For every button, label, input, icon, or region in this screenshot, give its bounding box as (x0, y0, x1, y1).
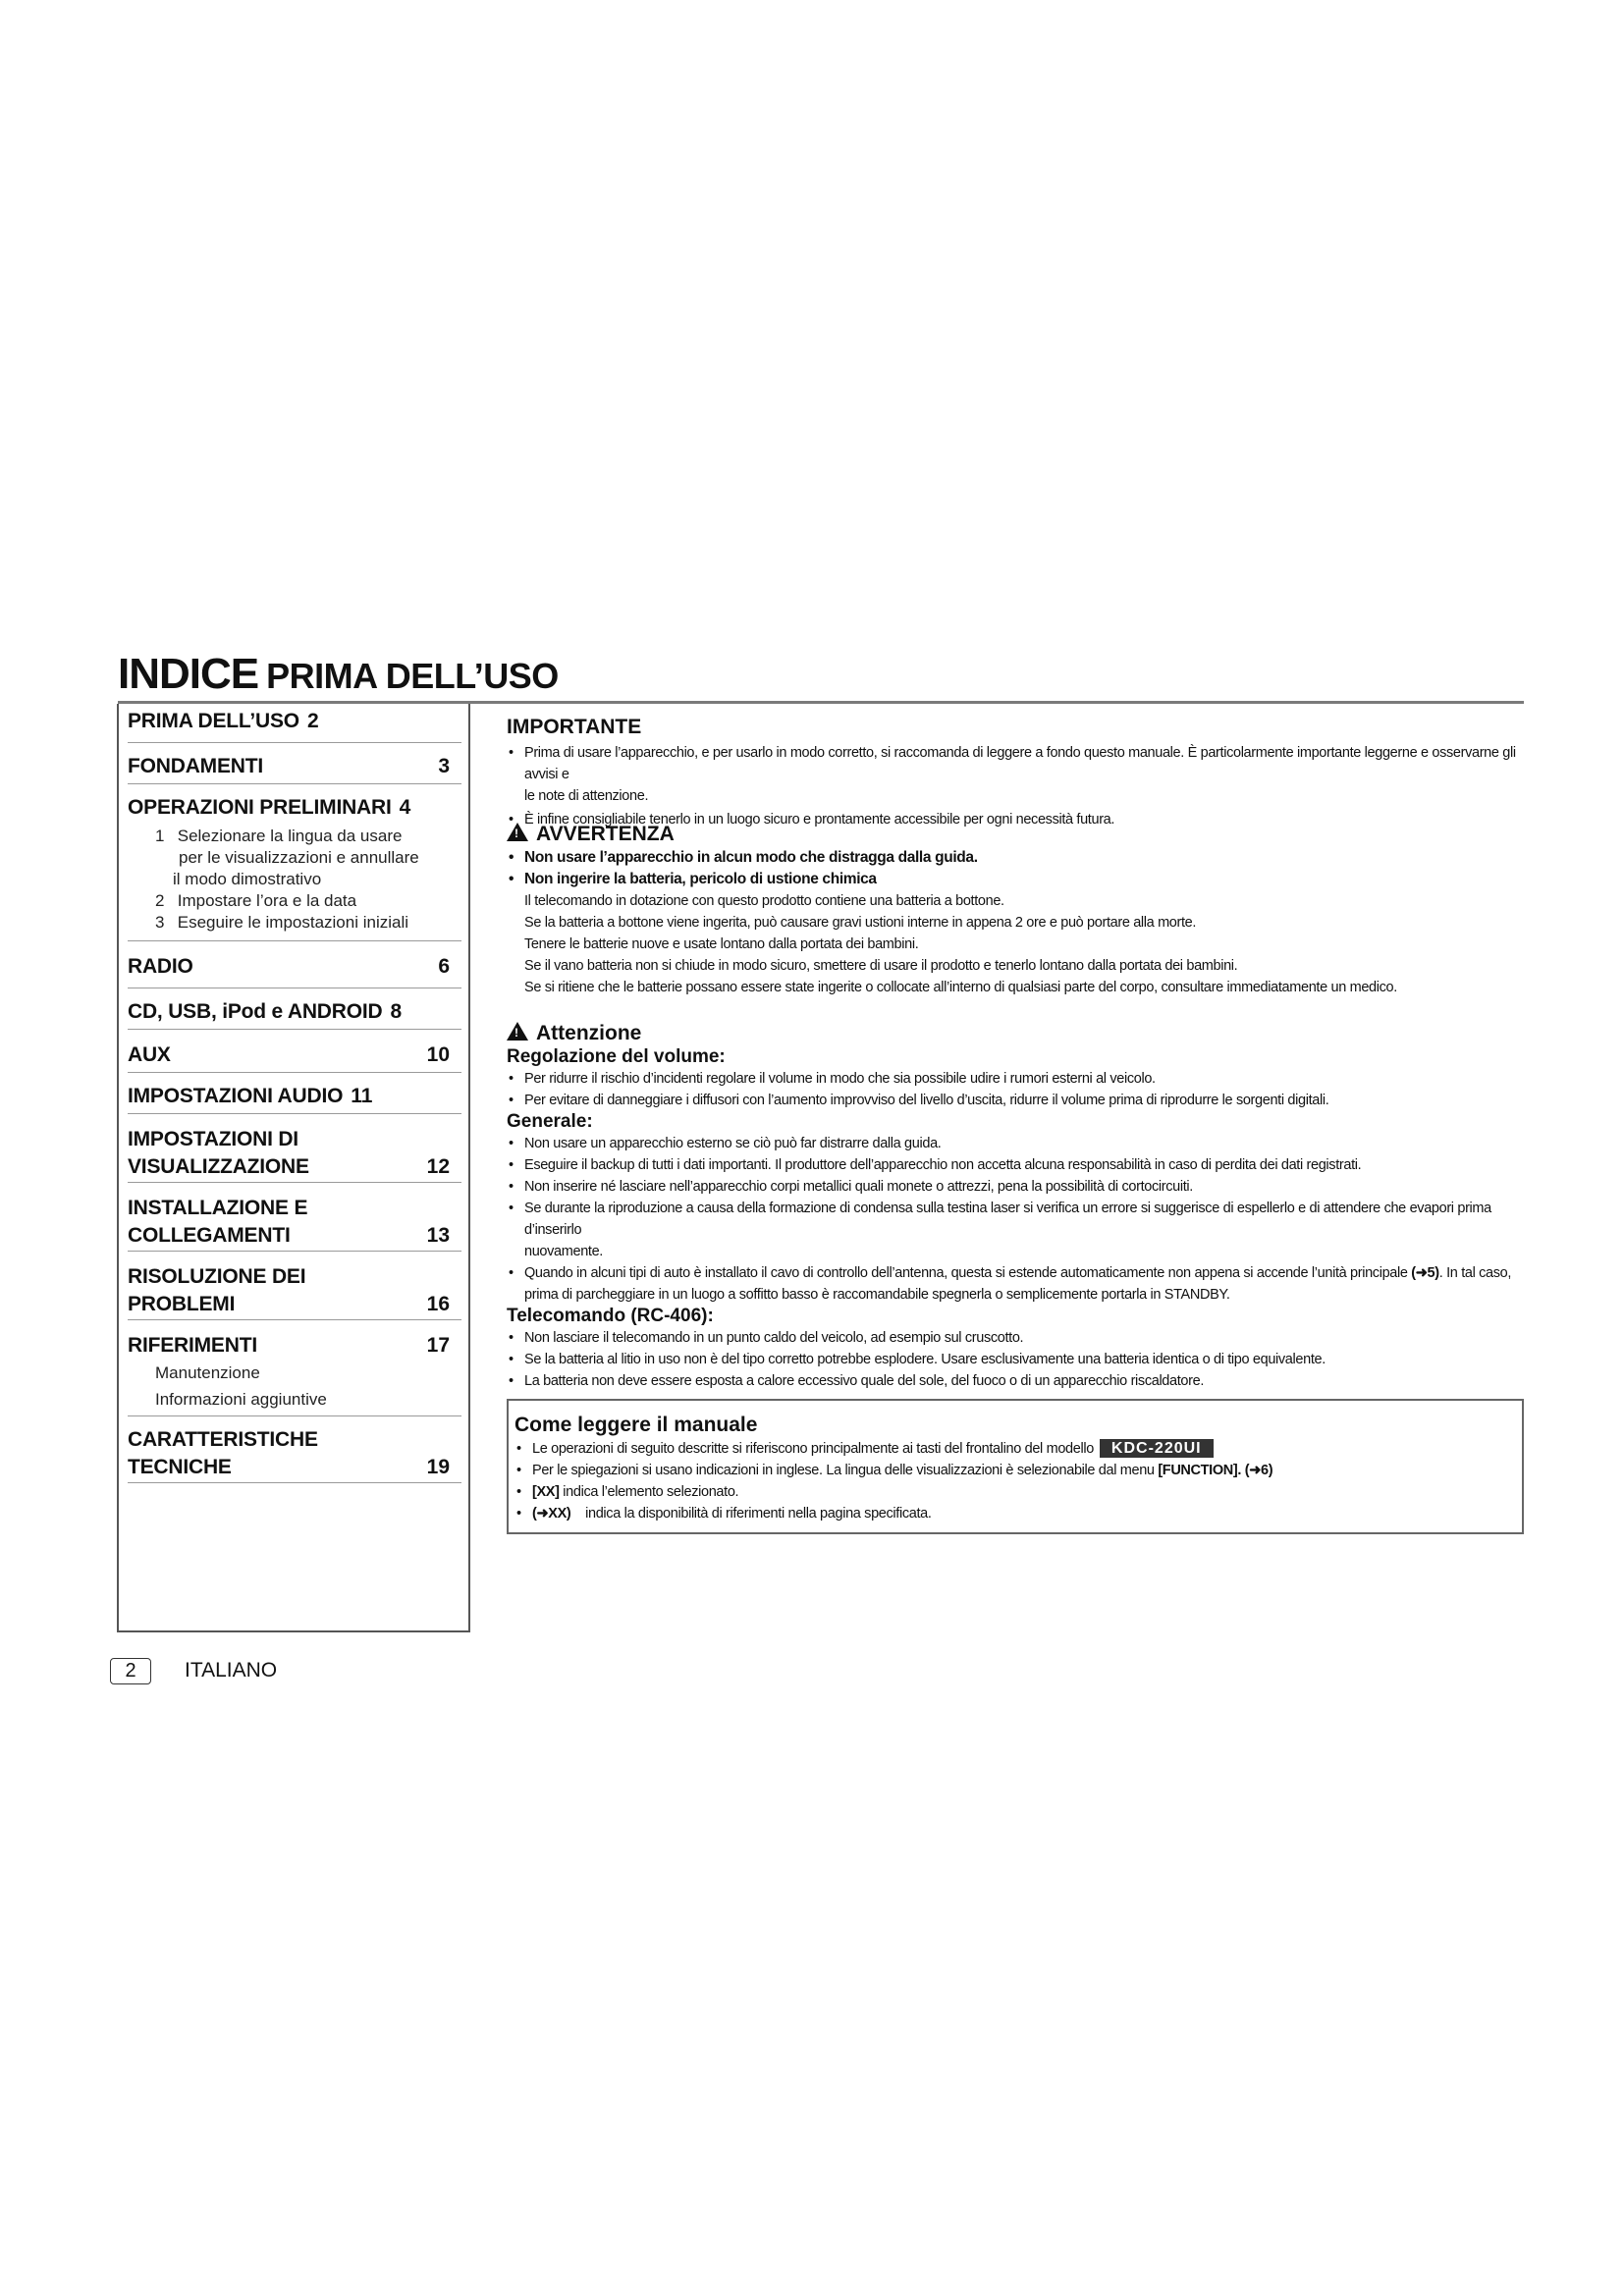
toc-item-fondamenti[interactable] (128, 743, 461, 784)
toc-panel (117, 704, 470, 1632)
section-title: !AVVERTENZA (507, 822, 1524, 847)
bullet-item: • Per ridurre il rischio d’incidenti regolare il volume in modo che sia possibile udire i rumori esterni al veicolo. (507, 1068, 1524, 1090)
text-line: Se si ritiene che le batterie possano essere state ingerite o collocate all’interno di qualsiasi parte del corpo, consultare immediatamente un medico. (524, 980, 1397, 995)
bullet-item: • Non ingerire la batteria, pericolo di ustione chimica (507, 869, 1524, 890)
toc-title: COLLEGAMENTI (128, 1224, 291, 1247)
bullet-item: • Non inserire né lasciare nell’apparecchio corpi metallici quali monete o attrezzi, pena la possibilità di cortocircuiti. (507, 1176, 1524, 1198)
toc-item-caratteristiche[interactable] (128, 1416, 461, 1483)
toc-title: IMPOSTAZIONI AUDIO (128, 1085, 344, 1107)
section-title: Come leggere il manuale (514, 1414, 758, 1436)
menu-key: [FUNCTION] (1158, 1463, 1238, 1478)
bullet-item: • Per le spiegazioni si usano indicazioni in inglese. La lingua delle visualizzazioni è selezionabile dal menu [FUNCTION]. (➜6) (514, 1460, 1522, 1481)
toc-list (128, 704, 461, 1483)
text-line: Se la batteria a bottone viene ingerita, può causare gravi ustioni interne in appena 2 ore e può portare alla morte. (524, 915, 1197, 931)
toc-title: TECNICHE (128, 1456, 232, 1478)
toc-title: RISOLUZIONE DEI (128, 1265, 306, 1288)
toc-item-visualizzazione[interactable] (128, 1114, 461, 1183)
section-importante (507, 715, 1524, 830)
toc-title: PRIMA DELL’USO (128, 710, 299, 732)
bullet-item: • Eseguire il backup di tutti i dati importanti. Il produttore dell’apparecchio non accetta alcuna responsabilità in caso di perdita dei dati registrati. (507, 1154, 1524, 1176)
toc-title: CD, USB, iPod e ANDROID (128, 1000, 383, 1023)
bullet-item: • Se durante la riproduzione a causa della formazione di condensa sulla testina laser si verifica un errore si suggerisce di espellerlo e di attendere che evapori prima d’inserirlo nuovamente. (507, 1198, 1524, 1262)
page-number: 2 (110, 1658, 151, 1684)
key-notation: [XX] (532, 1484, 560, 1500)
bullet-item: • Non usare l’apparecchio in alcun modo che distragga dalla guida. (507, 847, 1524, 869)
bullet-item: • Non lasciare il telecomando in un punto caldo del veicolo, ad esempio sul cruscotto. (507, 1327, 1524, 1349)
warning-icon (507, 1022, 528, 1041)
toc-page: 3 (438, 755, 450, 777)
toc-page: 10 (426, 1043, 450, 1066)
toc-title: CARATTERISTICHE (128, 1428, 318, 1451)
toc-item-cd-usb[interactable] (128, 988, 461, 1030)
toc-item-radio[interactable] (128, 941, 461, 988)
toc-page: 13 (426, 1224, 450, 1247)
toc-item-operazioni[interactable] (128, 784, 461, 941)
bullet-item: • Prima di usare l’apparecchio, e per usarlo in modo corretto, si raccomanda di leggere a fondo questo manuale. È particolarmente importante leggerne e osservarne gli avvisi e le note di attenzione. (507, 742, 1524, 807)
bullet-item: • La batteria non deve essere esposta a calore eccessivo quale del sole, del fuoco o di un apparecchio riscaldatore. (507, 1370, 1524, 1392)
toc-title: INSTALLAZIONE E (128, 1197, 308, 1219)
bullet-item: • Per evitare di danneggiare i diffusori con l’aumento improvviso del livello d’uscita, ridurre il volume prima di riprodurre le sorgenti digitali. (507, 1090, 1524, 1111)
toc-page: 2 (306, 710, 319, 732)
bullet-item: • È infine consigliabile tenerlo in un luogo sicuro e prontamente accessibile per ogni necessità futura. (507, 809, 1524, 830)
bullet-item: • (➜XX) indica la disponibilità di riferimenti nella pagina specificata. (514, 1503, 1522, 1524)
toc-title: RIFERIMENTI (128, 1334, 257, 1357)
toc-item-audio[interactable] (128, 1073, 461, 1114)
ref-notation: (➜XX) (532, 1506, 571, 1522)
toc-item-risoluzione[interactable] (128, 1252, 461, 1320)
text-line: Se il vano batteria non si chiude in modo sicuro, smettere di usare il prodotto e tenerlo lontano dalla portata dei bambini. (524, 958, 1238, 974)
page-reference[interactable]: . (➜6) (1237, 1463, 1273, 1478)
footer-language: ITALIANO (185, 1659, 278, 1682)
page-footer (110, 1658, 277, 1684)
toc-title: OPERAZIONI PRELIMINARI (128, 796, 392, 819)
toc-item-installazione[interactable] (128, 1183, 461, 1252)
bullet-item: • Se la batteria al litio in uso non è del tipo corretto potrebbe esplodere. Usare esclusivamente una batteria identica o di tipo equivalente. (507, 1349, 1524, 1370)
toc-page: 12 (426, 1155, 450, 1178)
text-line: Il telecomando in dotazione con questo prodotto contiene una batteria a bottone. (524, 893, 1004, 909)
toc-title: FONDAMENTI (128, 755, 263, 777)
heading-indice: INDICE (118, 650, 259, 698)
section-avvertenza (507, 822, 1524, 998)
toc-page: 4 (399, 796, 411, 819)
toc-title: PROBLEMI (128, 1293, 236, 1315)
text-line: Tenere le batterie nuove e usate lontano dalla portata dei bambini. (524, 936, 919, 952)
toc-page: 11 (351, 1085, 373, 1107)
toc-page: 16 (426, 1293, 450, 1315)
toc-page: 8 (390, 1000, 403, 1023)
toc-item-aux[interactable] (128, 1030, 461, 1073)
warning-icon (507, 823, 528, 841)
toc-page: 19 (426, 1456, 450, 1478)
toc-subitem-cont: il modo dimostrativo (173, 870, 322, 888)
toc-page: 17 (426, 1334, 450, 1357)
section-title: IMPORTANTE (507, 716, 642, 738)
bullet-item: • Non usare un apparecchio esterno se ciò può far distrarre dalla guida. (507, 1133, 1524, 1154)
bullet-item: • [XX] indica l’elemento selezionato. (514, 1481, 1522, 1503)
page-heading (118, 650, 559, 699)
manual-guide-box (507, 1399, 1524, 1534)
heading-section: PRIMA DELL’USO (266, 656, 559, 696)
toc-item-prima[interactable] (128, 704, 461, 743)
toc-title: AUX (128, 1043, 171, 1066)
bullet-item: • Le operazioni di seguito descritte si riferiscono principalmente ai tasti del frontalino del modello KDC-220UI (514, 1438, 1522, 1460)
toc-subitem[interactable]: Informazioni aggiuntive (155, 1390, 327, 1409)
bullet-item: • Quando in alcuni tipi di auto è installato il cavo di controllo dell’antenna, questa si estende automaticamente non appena si accende l’unità principale (➜5). In tal caso, prima di parcheggiare in un luogo a soffitto basso è raccomandabile spegnerla o semplicemente portarla in STANDBY. (507, 1262, 1524, 1306)
toc-subitem-cont: per le visualizzazioni e annullare (179, 848, 419, 867)
subsection-title: Generale: (507, 1111, 593, 1132)
toc-page: 6 (438, 955, 450, 978)
toc-title: IMPOSTAZIONI DI (128, 1128, 298, 1150)
section-title: !Attenzione (507, 1021, 1524, 1046)
toc-subitem[interactable]: 3 Eseguire le impostazioni iniziali (155, 913, 409, 932)
model-badge: KDC-220UI (1100, 1439, 1214, 1458)
toc-title: RADIO (128, 955, 193, 978)
subsection-title: Telecomando (RC-406): (507, 1306, 714, 1326)
page-reference[interactable]: (➜5) (1411, 1265, 1439, 1281)
toc-title: VISUALIZZAZIONE (128, 1155, 309, 1178)
toc-item-riferimenti[interactable] (128, 1320, 461, 1416)
toc-subitem[interactable]: Manutenzione (155, 1363, 260, 1382)
section-attenzione (507, 1021, 1524, 1392)
toc-subitem[interactable]: 1 Selezionare la lingua da usare (155, 827, 403, 845)
toc-subitem[interactable]: 2 Impostare l’ora e la data (155, 891, 357, 910)
subsection-title: Regolazione del volume: (507, 1046, 726, 1067)
